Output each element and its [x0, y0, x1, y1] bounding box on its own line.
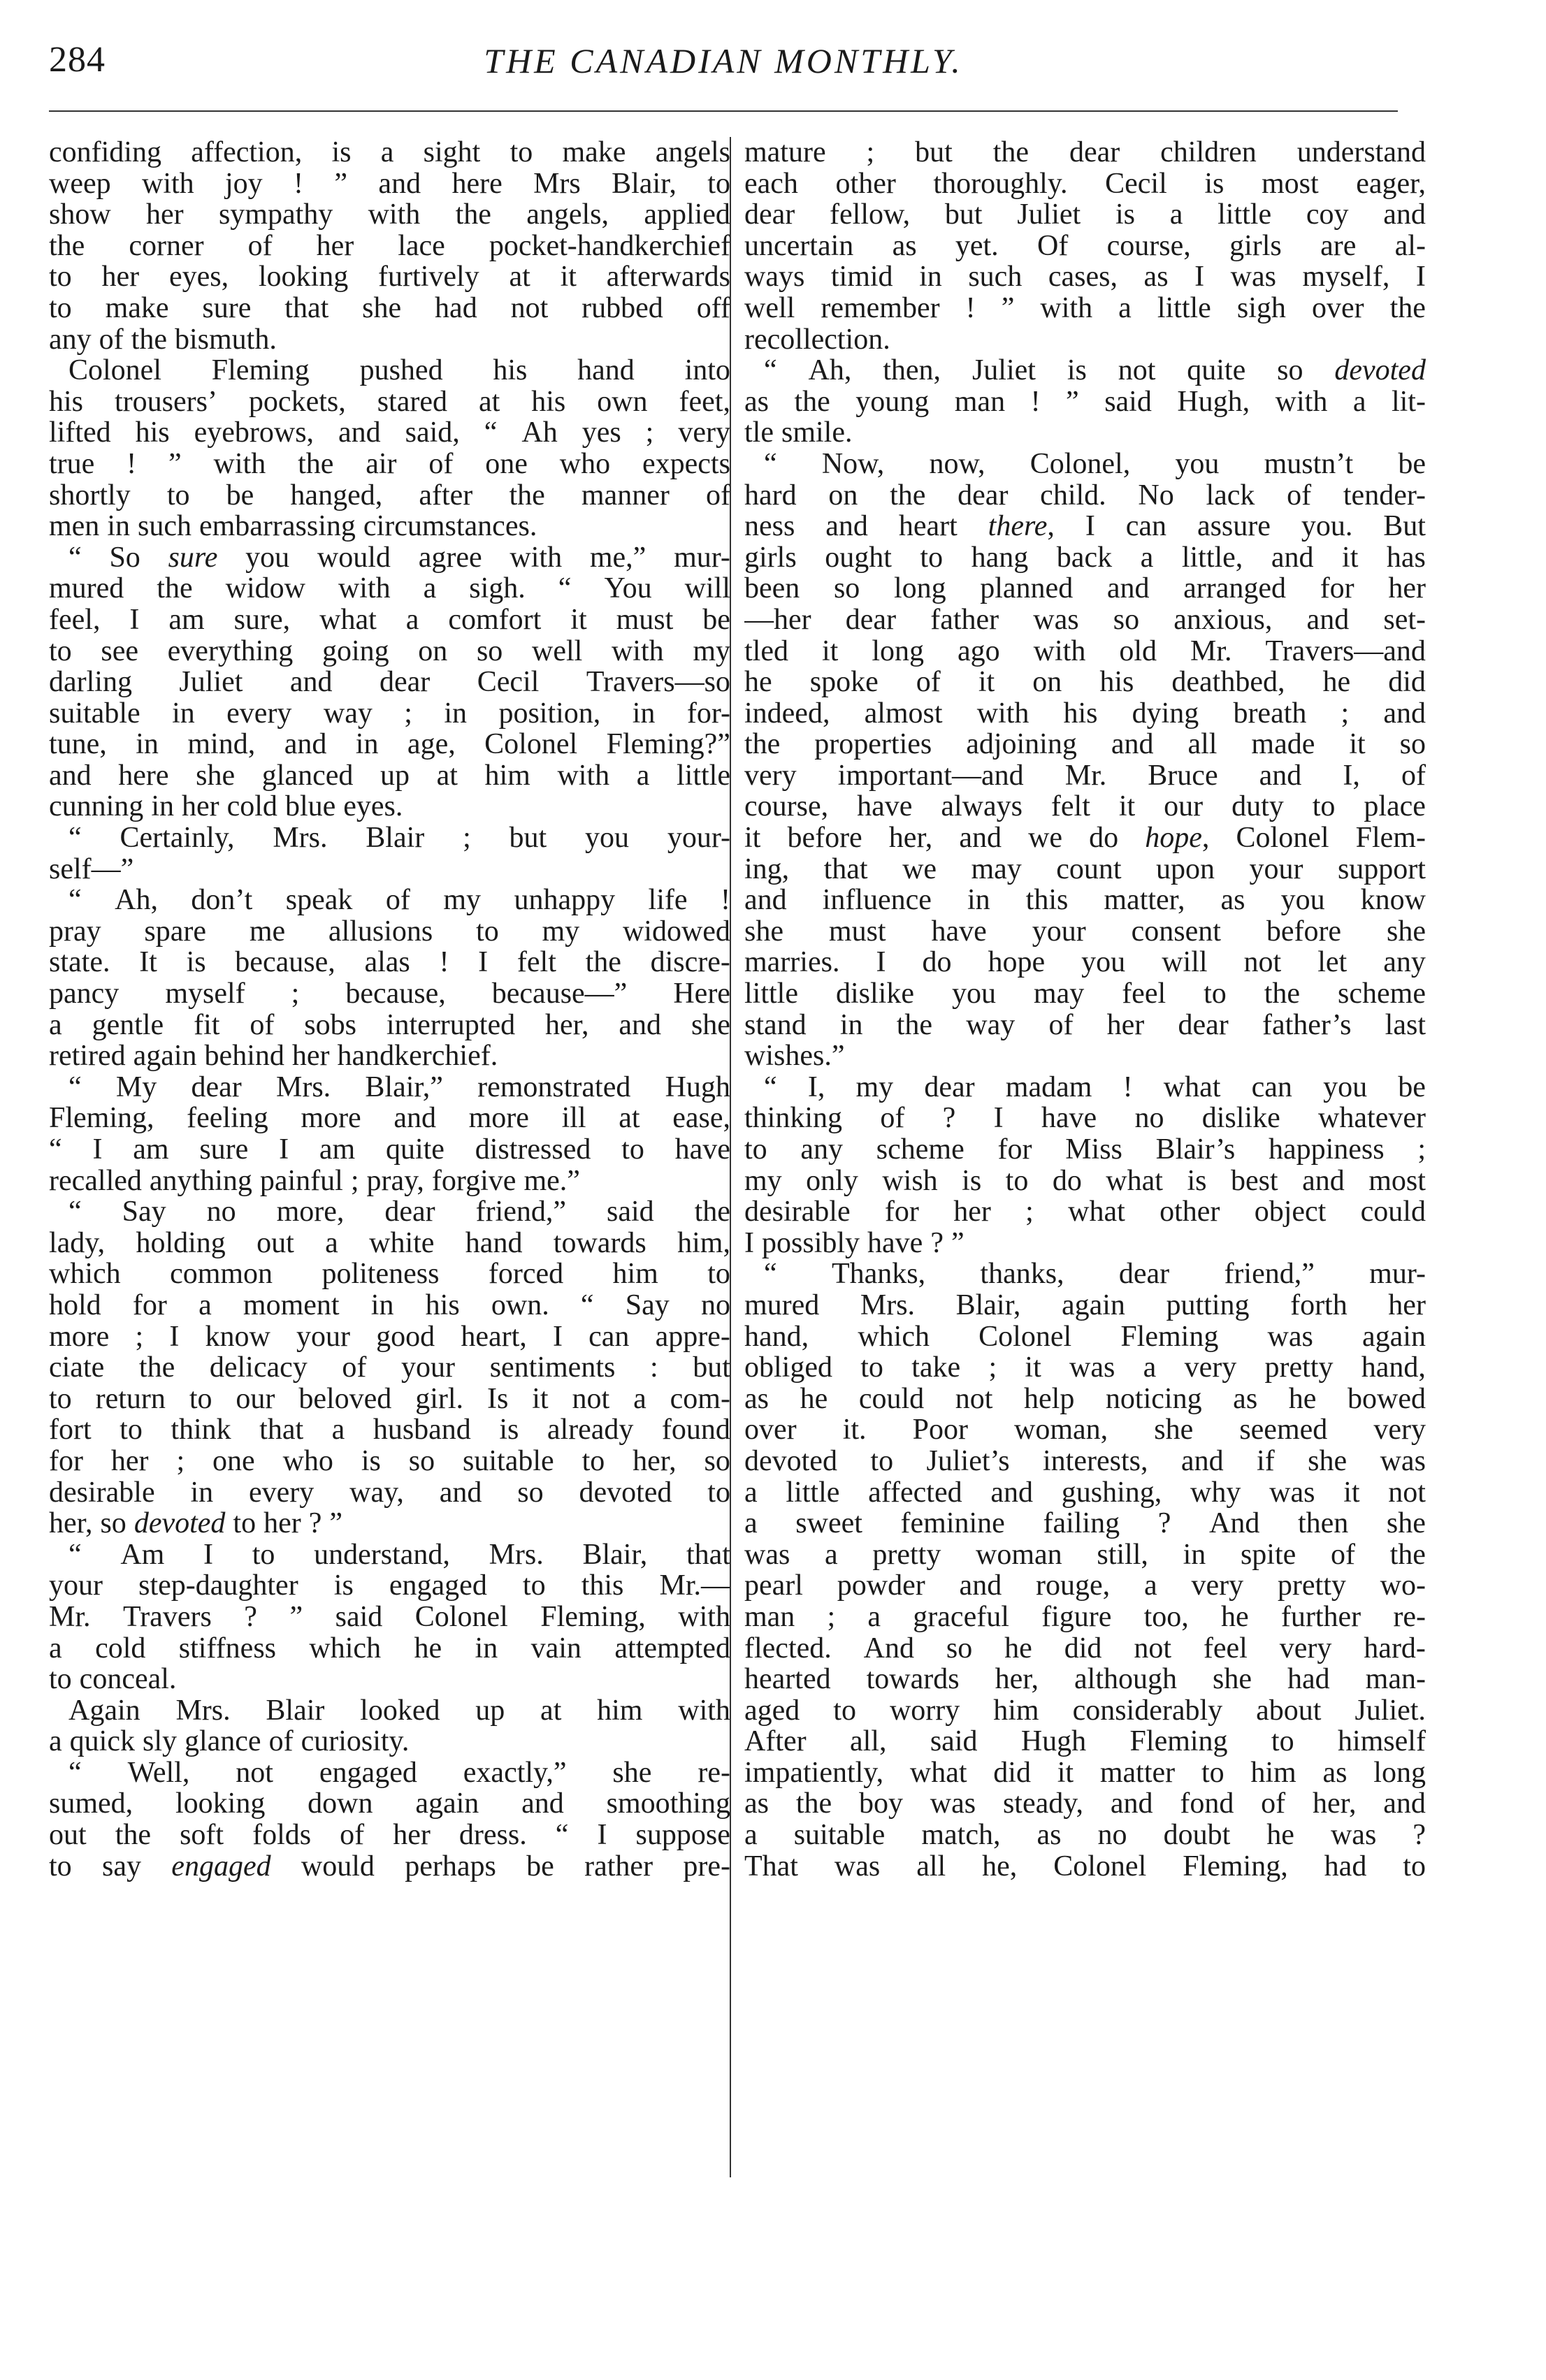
text-line: men in such embarrassing circumstances. [49, 510, 537, 543]
text-line: a gentle fit of sobs interrupted her, and she [49, 1008, 730, 1041]
text-line: out the soft folds of her dress. “ I suppose [49, 1819, 730, 1852]
text-line: Mr. Travers ? ” said Colonel Fleming, with [49, 1600, 730, 1633]
text-line: “ So sure you would agree with me,” mur- [68, 541, 730, 574]
text-line: “ I, my dear madam ! what can you be [764, 1071, 1426, 1103]
text-line: “ Ah, don’t speak of my unhappy life ! [68, 884, 730, 917]
text-line: desirable for her ; what other object could [744, 1196, 1426, 1228]
text-line: “ My dear Mrs. Blair,” remonstrated Hugh [68, 1071, 730, 1103]
text-line: she must have your consent before she [744, 915, 1426, 948]
text-line: shortly to be hanged, after the manner of [49, 479, 730, 511]
header-rule [49, 110, 1398, 112]
text-line: pancy myself ; because, because—” Here [49, 978, 730, 1010]
text-line: confiding affection, is a sight to make angels [49, 137, 730, 168]
text-line: ways timid in such cases, as I was myself, I [744, 261, 1426, 293]
text-line: each other thoroughly. Cecil is most eager, [744, 167, 1426, 200]
text-line: I possibly have ? ” [744, 1226, 965, 1259]
text-line: a cold stiffness which he in vain attempted [49, 1632, 730, 1664]
text-line: “ Now, now, Colonel, you mustn’t be [764, 447, 1426, 480]
text-line: retired again behind her handkerchief. [49, 1040, 498, 1073]
text-line: more ; I know your good heart, I can appre- [49, 1320, 730, 1353]
text-line: mured the widow with a sigh. “ You will [49, 572, 730, 605]
text-line: recollection. [744, 323, 890, 356]
text-line: her, so devoted to her ? ” [49, 1507, 343, 1540]
text-line: tled it long ago with old Mr. Travers—and [744, 634, 1426, 667]
text-line: pearl powder and rouge, a very pretty wo- [744, 1569, 1426, 1602]
text-line: mured Mrs. Blair, again putting forth her [744, 1289, 1426, 1321]
text-line: a suitable match, as no doubt he was ? [744, 1819, 1426, 1852]
running-title: THE CANADIAN MONTHLY. [484, 41, 963, 80]
text-line: he spoke of it on his deathbed, he did [744, 666, 1426, 699]
text-line: suitable in every way ; in position, in for- [49, 697, 730, 730]
text-line: which common politeness forced him to [49, 1258, 730, 1291]
text-line: to return to our beloved girl. Is it not a com- [49, 1382, 730, 1415]
text-line: sumed, looking down again and smoothing [49, 1787, 730, 1820]
right-column [744, 137, 1426, 2275]
text-line: it before her, and we do hope, Colonel Flem- [744, 822, 1426, 855]
text-line: and influence in this matter, as you know [744, 884, 1426, 917]
text-line: weep with joy ! ” and here Mrs Blair, to [49, 167, 730, 200]
text-line: very important—and Mr. Bruce and I, of [744, 759, 1426, 792]
text-line: hearted towards her, although she had man- [744, 1663, 1426, 1696]
text-line: “ Ah, then, Juliet is not quite so devoted [764, 354, 1426, 387]
text-line: “ I am sure I am quite distressed to have [49, 1133, 730, 1166]
text-line: desirable in every way, and so devoted to [49, 1476, 730, 1509]
text-line: ing, that we may count upon your support [744, 852, 1426, 885]
text-line: mature ; but the dear children understand [744, 137, 1426, 168]
text-line: to any scheme for Miss Blair’s happiness ; [744, 1133, 1426, 1166]
text-line: Fleming, feeling more and more ill at ease, [49, 1102, 730, 1135]
text-line: “ Thanks, thanks, dear friend,” mur- [764, 1258, 1426, 1291]
column-divider [730, 137, 731, 2177]
text-line: to make sure that she had not rubbed off [49, 291, 730, 324]
text-line: a little affected and gushing, why was it not [744, 1476, 1426, 1509]
text-line: man ; a graceful figure too, he further re- [744, 1600, 1426, 1633]
text-line: stand in the way of her dear father’s last [744, 1008, 1426, 1041]
text-line: as the boy was steady, and fond of her, and [744, 1787, 1426, 1820]
text-line: girls ought to hang back a little, and it has [744, 541, 1426, 574]
text-line: true ! ” with the air of one who expects [49, 447, 730, 480]
text-line: devoted to Juliet’s interests, and if she was [744, 1444, 1426, 1477]
text-line: feel, I am sure, what a comfort it must be [49, 603, 730, 636]
text-line: recalled anything painful ; pray, forgive me.” [49, 1164, 580, 1197]
text-line: well remember ! ” with a little sigh over the [744, 291, 1426, 324]
text-line: Again Mrs. Blair looked up at him with [68, 1694, 730, 1727]
text-line: marries. I do hope you will not let any [744, 946, 1426, 979]
text-line: little dislike you may feel to the scheme [744, 978, 1426, 1010]
text-line: the corner of her lace pocket-handkerchief [49, 229, 730, 262]
text-line: Colonel Fleming pushed his hand into [68, 354, 730, 387]
text-line: as he could not help noticing as he bowed [744, 1382, 1426, 1415]
text-line: the properties adjoining and all made it so [744, 728, 1426, 761]
text-line: tune, in mind, and in age, Colonel Fleming?” [49, 728, 730, 761]
text-line: “ Well, not engaged exactly,” she re- [68, 1756, 730, 1789]
page-number: 284 [49, 40, 106, 80]
text-line: was a pretty woman still, in spite of the [744, 1538, 1426, 1571]
text-line: ciate the delicacy of your sentiments : but [49, 1351, 730, 1384]
text-line: over it. Poor woman, she seemed very [744, 1414, 1426, 1446]
text-line: ness and heart there, I can assure you. But [744, 510, 1426, 543]
text-line: cunning in her cold blue eyes. [49, 790, 403, 823]
text-line: any of the bismuth. [49, 323, 277, 356]
text-line: a sweet feminine failing ? And then she [744, 1507, 1426, 1540]
text-line: flected. And so he did not feel very hard- [744, 1632, 1426, 1664]
text-line: fort to think that a husband is already found [49, 1414, 730, 1446]
text-line: indeed, almost with his dying breath ; and [744, 697, 1426, 730]
text-line: pray spare me allusions to my widowed [49, 915, 730, 948]
text-line: to see everything going on so well with my [49, 634, 730, 667]
text-line: “ Certainly, Mrs. Blair ; but you your- [68, 822, 730, 855]
text-line: your step-daughter is engaged to this Mr.— [49, 1569, 730, 1602]
text-line: as the young man ! ” said Hugh, with a lit- [744, 385, 1426, 418]
left-column [49, 137, 730, 2275]
text-line: aged to worry him considerably about Juliet. [744, 1694, 1426, 1727]
text-line: thinking of ? I have no dislike whatever [744, 1102, 1426, 1135]
text-line: been so long planned and arranged for her [744, 572, 1426, 605]
text-line: state. It is because, alas ! I felt the discre- [49, 946, 730, 979]
text-line: a quick sly glance of curiosity. [49, 1725, 410, 1758]
text-line: lifted his eyebrows, and said, “ Ah yes ; very [49, 416, 730, 449]
text-line: “ Say no more, dear friend,” said the [68, 1196, 730, 1228]
text-line: lady, holding out a white hand towards him, [49, 1226, 730, 1259]
text-line: —her dear father was so anxious, and set- [744, 603, 1426, 636]
text-line: self—” [49, 852, 134, 885]
text-line: my only wish is to do what is best and most [744, 1164, 1426, 1197]
text-line: uncertain as yet. Of course, girls are al- [744, 229, 1426, 262]
text-line: After all, said Hugh Fleming to himself [744, 1725, 1426, 1758]
text-line: darling Juliet and dear Cecil Travers—so [49, 666, 730, 699]
text-line: his trousers’ pockets, stared at his own feet, [49, 385, 730, 418]
text-line: dear fellow, but Juliet is a little coy and [744, 198, 1426, 231]
text-line: for her ; one who is so suitable to her, so [49, 1444, 730, 1477]
text-line: obliged to take ; it was a very pretty hand, [744, 1351, 1426, 1384]
text-line: to her eyes, looking furtively at it afterwards [49, 261, 730, 293]
text-line: to conceal. [49, 1663, 177, 1696]
text-line: hard on the dear child. No lack of tender- [744, 479, 1426, 511]
text-line: impatiently, what did it matter to him as long [744, 1756, 1426, 1789]
text-line: tle smile. [744, 416, 853, 449]
text-line: “ Am I to understand, Mrs. Blair, that [68, 1538, 730, 1571]
text-line: hold for a moment in his own. “ Say no [49, 1289, 730, 1321]
text-line: hand, which Colonel Fleming was again [744, 1320, 1426, 1353]
text-line: and here she glanced up at him with a little [49, 759, 730, 792]
text-line: to say engaged would perhaps be rather pre- [49, 1850, 730, 1882]
text-line: show her sympathy with the angels, applied [49, 198, 730, 231]
text-line: That was all he, Colonel Fleming, had to [744, 1850, 1426, 1882]
text-line: wishes.” [744, 1040, 845, 1073]
page-header [49, 39, 1398, 95]
text-line: course, have always felt it our duty to place [744, 790, 1426, 823]
